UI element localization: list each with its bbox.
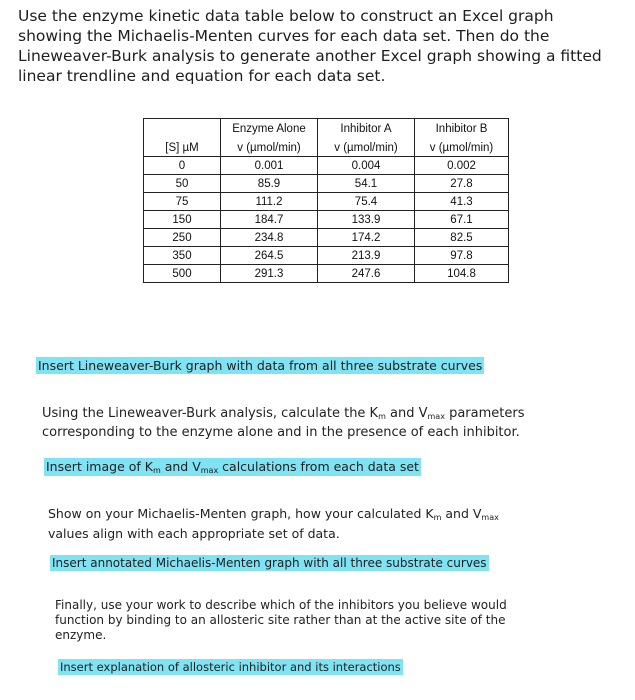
intro-line-2: showing the Michaelis-Menten curves for each data set. Then do the <box>18 27 550 45</box>
table-row <box>144 193 509 211</box>
table-header-row-2 <box>144 139 509 157</box>
insert-lineweaver-burk-placeholder <box>36 357 484 374</box>
table-row <box>144 229 509 247</box>
table-cell: 0 <box>144 157 221 175</box>
question-km-vmax <box>42 406 602 441</box>
table-row <box>144 265 509 283</box>
highlight-text: Insert annotated Michaelis-Menten graph with all three substrate curves <box>52 556 487 570</box>
insert-calculations-placeholder <box>44 458 421 476</box>
highlight-text: Insert Lineweaver-Burk graph with data from all three substrate curves <box>38 358 483 373</box>
table-cell: 0.002 <box>415 157 509 175</box>
question-michaelis-menten <box>48 506 608 542</box>
table-cell: 264.5 <box>221 247 318 265</box>
header-inhibitor-b: Inhibitor B <box>415 119 509 140</box>
question-line-1: Show on your Michaelis-Menten graph, how your calculated $K_m$ and $V_{max}$ <box>48 506 499 522</box>
header-rate-inhibitor-a: v (µmol/min) <box>318 139 415 157</box>
intro-line-3: Lineweaver-Burk analysis to generate another Excel graph showing a fitted <box>18 47 602 65</box>
table-cell: 0.004 <box>318 157 415 175</box>
table-cell: 75 <box>144 193 221 211</box>
table-header-row-1 <box>144 119 509 140</box>
table-row <box>144 175 509 193</box>
table-cell: 67.1 <box>415 211 509 229</box>
header-rate-inhibitor-b: v (µmol/min) <box>415 139 509 157</box>
table-row <box>144 157 509 175</box>
table-cell: 111.2 <box>221 193 318 211</box>
table-cell: 104.8 <box>415 265 509 283</box>
table-cell: 213.9 <box>318 247 415 265</box>
intro-line-1: Use the enzyme kinetic data table below to construct an Excel graph <box>18 7 554 25</box>
table-cell: 50 <box>144 175 221 193</box>
insert-michaelis-menten-placeholder <box>50 555 489 571</box>
table-cell: 27.8 <box>415 175 509 193</box>
table-cell: 133.9 <box>318 211 415 229</box>
header-cell-blank <box>144 119 221 140</box>
table-cell: 500 <box>144 265 221 283</box>
question-line-2: corresponding to the enzyme alone and in the presence of each inhibitor. <box>42 425 520 440</box>
table-cell: 85.9 <box>221 175 318 193</box>
insert-allosteric-placeholder <box>58 659 403 675</box>
table-cell: 250 <box>144 229 221 247</box>
header-rate-enzyme: v (µmol/min) <box>221 139 318 157</box>
table-cell: 41.3 <box>415 193 509 211</box>
table-cell: 184.7 <box>221 211 318 229</box>
table-cell: 291.3 <box>221 265 318 283</box>
header-inhibitor-a: Inhibitor A <box>318 119 415 140</box>
table-cell: 75.4 <box>318 193 415 211</box>
table-cell: 234.8 <box>221 229 318 247</box>
header-substrate-conc: [S] µM <box>144 139 221 157</box>
highlight-text: Insert image of $K_m$ and $V_{max}$ calculations from each data set <box>46 459 419 475</box>
question-line-2: function by binding to an allosteric site rather than at the active site of the <box>55 613 506 627</box>
question-allosteric <box>55 598 615 643</box>
kinetic-data-table <box>143 118 509 283</box>
question-line-1: Finally, use your work to describe which of the inhibitors you believe would <box>55 598 507 612</box>
table-cell: 0.001 <box>221 157 318 175</box>
question-line-1: Using the Lineweaver-Burk analysis, calculate the $K_m$ and $V_{max}$ parameters <box>42 406 525 421</box>
table-cell: 247.6 <box>318 265 415 283</box>
table-row <box>144 247 509 265</box>
table-cell: 150 <box>144 211 221 229</box>
intro-line-4: linear trendline and equation for each data set. <box>18 67 386 85</box>
table-cell: 350 <box>144 247 221 265</box>
highlight-text: Insert explanation of allosteric inhibitor and its interactions <box>60 660 401 674</box>
table-cell: 97.8 <box>415 247 509 265</box>
table-cell: 82.5 <box>415 229 509 247</box>
header-enzyme-alone: Enzyme Alone <box>221 119 318 140</box>
table-cell: 54.1 <box>318 175 415 193</box>
instructions-paragraph <box>18 6 618 86</box>
table-cell: 174.2 <box>318 229 415 247</box>
question-line-2: values align with each appropriate set of data. <box>48 526 340 541</box>
question-line-3: enzyme. <box>55 628 107 642</box>
table-row <box>144 211 509 229</box>
